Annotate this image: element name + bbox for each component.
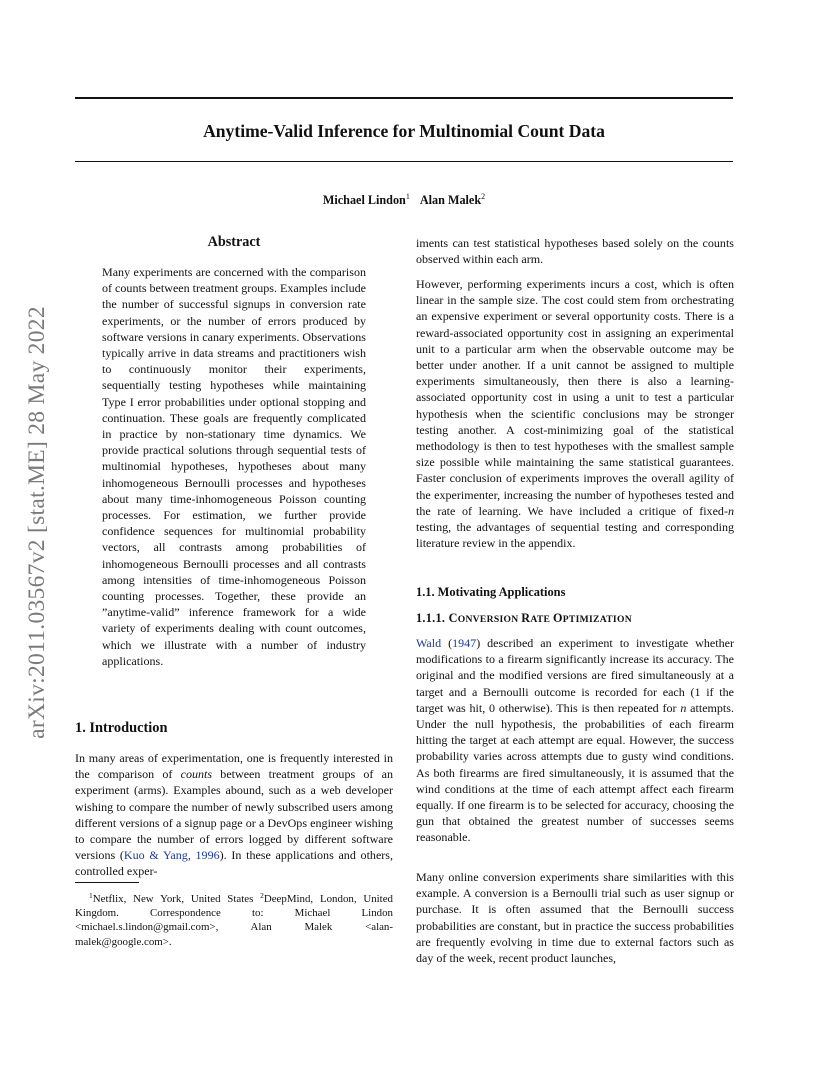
author-name: Michael Lindon: [322, 193, 406, 207]
intro-paragraph-2: However, performing experiments incurs a cost, which is often linear in the sample size. The cost could stem from orchestrating an expensive experiment or several opportunity costs. There is a reward-associated opportunity cost in assigning an experimental unit to a particular arm when the observable outcome may be better under another. If a unit cannot be assigned to multiple experiments simultaneously, then there is also a learning-associated opportunity cost in using a unit to test a particular hypothesis when the scientific conclusions may be stronger testing another. A cost-minimizing goal of the statistical methodology is then to test hypotheses with the smallest sample size possible while maintaining the same statistical guarantees. Faster conclusion of experiments improves the overall agility of the experimenter, increasing the number of hypotheses tested and the rate of learning. We have included a critique of fixed-n testing, the advantages of sequential testing and corresponding literature review in the appendix.: [416, 277, 734, 551]
section-heading-introduction: 1. Introduction: [75, 720, 168, 736]
affiliation-mark: 1: [405, 192, 410, 201]
title-rule-bottom: [75, 161, 733, 162]
footnote-rule: [75, 882, 139, 883]
abstract-text: Many experiments are concerned with the comparison of counts between treatment groups. Examples include the number of successful signups in conversion rate experiments, or the number of errors produced by software versions in canary experiments. Observations typically arrive in data streams and practitioners wish to continuously monitor their experiments, sequentially testing hypotheses while maintaining Type I error probabilities under optional stopping and continuation. These goals are frequently complicated in practice by non-stationary time dynamics. We provide practical solutions through sequential tests of multinomial hypotheses, hypotheses about many inhomogeneous Bernoulli processes and hypotheses about many time-inhomogeneous Poisson counting processes. For estimation, we further provide confidence sequences for multinomial probability vectors, all contrasts among probabilities of inhomogeneous Bernoulli processes and all contrasts among intensities of time-inhomogeneous Poisson counting processes. Together, these provide an ”anytime-valid” inference framework for a wide variety of experiments dealing with count outcomes, which we illustrate with a number of industry applications.: [102, 265, 366, 668]
affiliation-mark: 2: [481, 192, 486, 201]
author-name: Alan Malek: [419, 193, 482, 207]
author-list: [75, 192, 733, 208]
conversion-paragraph-2: Many online conversion experiments share similarities with this example. A conversion is a Bernoulli trial such as user signup or purchase. It is often assumed that the Bernoulli success probabilities are constant, but in practice the success probabilities are frequently evolving in time due to external factors such as day of the week, recent product launches,: [416, 870, 734, 966]
citation-link-wald-year[interactable]: 1947: [452, 636, 477, 650]
subsubsection-heading-conversion-rate: 1.1.1. CONVERSION RATE OPTIMIZATION: [416, 611, 632, 625]
paper-title: Anytime-Valid Inference for Multinomial Count Data: [203, 121, 605, 141]
subsection-heading-motivating-applications: 1.1. Motivating Applications: [416, 585, 566, 599]
arxiv-stamp-text: arXiv:2011.03567v2 [stat.ME] 28 May 2022: [23, 306, 50, 739]
arxiv-stamp: [17, 270, 57, 775]
footnote-affiliations: $^1$Netflix, New York, United States $^2$DeepMind, London, United Kingdom. Correspondence to: Michael Lindon <michael.s.lindon@gmail.com>, Alan Malek <alan-malek@google.com>.: [75, 891, 393, 948]
abstract-heading: Abstract: [207, 234, 261, 250]
intro-paragraph-1: In many areas of experimentation, one is frequently interested in the comparison of counts between treatment groups of an experiment (arms). Examples abound, such as a web developer wishing to compare the number of newly subscribed users among different versions of a signup page or a DevOps engineer wishing to compare the number of errors logged by different software versions (Kuo & Yang, 1996). In these applications and others, controlled exper-: [75, 751, 393, 879]
citation-link-kuo-yang[interactable]: Kuo & Yang, 1996: [123, 848, 220, 863]
title-rule-top: [75, 97, 733, 99]
citation-link-wald[interactable]: Wald: [416, 636, 442, 650]
conversion-paragraph-1: Wald (1947) described an experiment to investigate whether modifications to a firearm significantly increase its accuracy. The original and the modified versions are fired simultaneously at a target and a Bernoulli outcome is recorded for each (1 if the target was hit, 0 otherwise). This is then repeated for n attempts. Under the null hypothesis, the probabilities of each firearm hitting the target at each attempt are equal. However, the success probability varies across attempts due to gusty wind conditions. As both firearms are fired simultaneously, it is assumed that the wind conditions at the time of each attempt affect each firearm equally. If one firearm is to be selected for accuracy, choosing the gun that obtained the greatest number of successes seems reasonable.: [416, 636, 734, 845]
intro-paragraph-1-continued: iments can test statistical hypotheses based solely on the counts observed within each arm.: [416, 236, 734, 267]
